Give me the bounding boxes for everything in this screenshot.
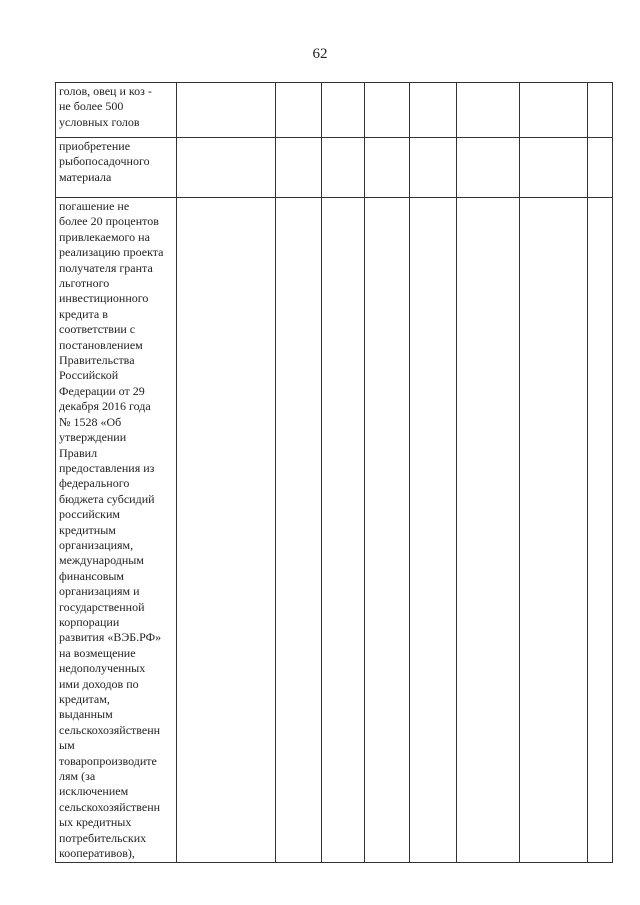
empty-cell: [177, 138, 276, 198]
empty-cell: [365, 83, 410, 138]
table-row: [56, 83, 613, 138]
empty-cell: [457, 83, 520, 138]
empty-cell: [520, 138, 588, 198]
empty-cell: [410, 198, 457, 863]
empty-cell: [276, 83, 322, 138]
empty-cell: [410, 83, 457, 138]
empty-cell: [520, 83, 588, 138]
empty-cell: [276, 198, 322, 863]
row-label: приобретение рыбопосадочного материала: [56, 138, 177, 198]
table-row: [56, 198, 613, 863]
empty-cell: [365, 138, 410, 198]
empty-cell: [410, 138, 457, 198]
table-row: [56, 138, 613, 198]
empty-cell: [177, 198, 276, 863]
data-table: [55, 82, 613, 863]
empty-cell: [588, 83, 613, 138]
empty-cell: [588, 198, 613, 863]
page-number: 62: [312, 46, 328, 62]
row-label: голов, овец и коз - не более 500 условных голов: [56, 83, 177, 138]
empty-cell: [322, 198, 365, 863]
empty-cell: [177, 83, 276, 138]
empty-cell: [276, 138, 322, 198]
row-label: погашение не более 20 процентов привлекаемого на реализацию проекта получателя гранта льготного инвестиционного кредита в соответствии с постановлением Правительства Российской Федерации от 29 декабря 2016 года № 1528 «Об утверждении Правил предоставления из федерального бюджета субсидий российским кредитным организациям, международным финансовым организациям и государственной корпорации развития «ВЭБ.РФ» на возмещение недополученных ими доходов по кредитам, выданным сельскохозяйственн ым товаропроизводите лям (за исключением сельскохозяйственн ых кредитных потребительских кооперативов),: [56, 198, 177, 863]
empty-cell: [322, 138, 365, 198]
empty-cell: [457, 198, 520, 863]
empty-cell: [322, 83, 365, 138]
empty-cell: [457, 138, 520, 198]
empty-cell: [520, 198, 588, 863]
empty-cell: [365, 198, 410, 863]
empty-cell: [588, 138, 613, 198]
